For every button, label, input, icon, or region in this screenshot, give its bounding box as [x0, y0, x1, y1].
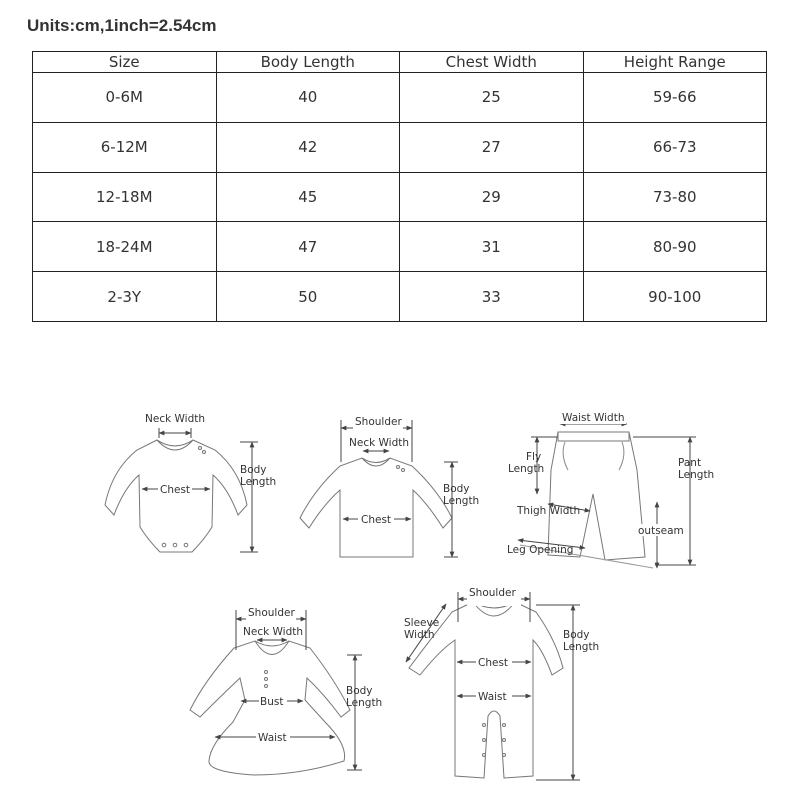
cell-chest-width: 27: [400, 122, 584, 172]
cell-chest-width: 33: [400, 272, 584, 322]
cell-size: 12-18M: [33, 172, 217, 222]
label-romper-body: Body: [563, 629, 590, 641]
label-shirt-body: Body: [443, 483, 470, 495]
cell-size: 0-6M: [33, 73, 217, 123]
table-row: [33, 73, 767, 123]
label-pants-pant: Pant: [678, 457, 702, 469]
cell-body-length: 45: [216, 172, 400, 222]
romper-diagram: [404, 587, 599, 780]
header-size: Size: [33, 52, 217, 73]
label-pants-pant-length: Length: [678, 469, 715, 481]
cell-size: 18-24M: [33, 222, 217, 272]
cell-chest-width: 25: [400, 73, 584, 123]
label-romper-chest: Chest: [478, 657, 509, 669]
label-shirt-chest: Chest: [361, 514, 392, 526]
cell-chest-width: 31: [400, 222, 584, 272]
label-dress-length: Length: [346, 697, 383, 709]
dress-diagram: [190, 607, 382, 775]
table-header-row: [33, 52, 767, 73]
table-row: [33, 222, 767, 272]
label-bodysuit-neck-width: Neck Width: [145, 413, 206, 425]
label-pants-waist-width: Waist Width: [562, 412, 625, 424]
label-romper-waist: Waist: [478, 691, 507, 703]
cell-body-length: 47: [216, 222, 400, 272]
cell-body-length: 42: [216, 122, 400, 172]
label-bodysuit-body: Body: [240, 464, 267, 476]
label-pants-outseam: outseam: [638, 525, 684, 537]
label-dress-waist: Waist: [258, 732, 287, 744]
header-body-length: Body Length: [216, 52, 400, 73]
cell-height-range: 80-90: [583, 222, 767, 272]
cell-size: 2-3Y: [33, 272, 217, 322]
units-note: Units:cm,1inch=2.54cm: [27, 16, 217, 35]
size-chart-table: [32, 51, 767, 322]
label-shirt-neck-width: Neck Width: [349, 437, 410, 449]
table-row: [33, 272, 767, 322]
label-dress-bust: Bust: [260, 696, 284, 708]
label-bodysuit-length: Length: [240, 476, 277, 488]
table-row: [33, 172, 767, 222]
cell-height-range: 90-100: [583, 272, 767, 322]
label-bodysuit-chest: Chest: [160, 484, 191, 496]
label-shirt-length: Length: [443, 495, 480, 507]
cell-height-range: 66-73: [583, 122, 767, 172]
label-dress-body: Body: [346, 685, 373, 697]
label-shirt-shoulder: Shoulder: [355, 416, 402, 428]
header-height-range: Height Range: [583, 52, 767, 73]
cell-body-length: 40: [216, 73, 400, 123]
label-romper-shoulder: Shoulder: [469, 587, 516, 599]
cell-size: 6-12M: [33, 122, 217, 172]
cell-height-range: 73-80: [583, 172, 767, 222]
pants-diagram: [507, 412, 714, 568]
bodysuit-diagram: [105, 413, 276, 552]
label-dress-neck-width: Neck Width: [243, 626, 304, 638]
label-pants-leg-opening: Leg Opening: [507, 544, 574, 556]
label-pants-thigh-width: Thigh Width: [517, 505, 581, 517]
label-pants-fly: Fly: [526, 451, 542, 463]
label-romper-length: Length: [563, 641, 600, 653]
label-romper-sleeve: Sleeve: [404, 617, 440, 629]
cell-body-length: 50: [216, 272, 400, 322]
header-chest-width: Chest Width: [400, 52, 584, 73]
cell-chest-width: 29: [400, 172, 584, 222]
shirt-diagram: [300, 416, 479, 557]
label-romper-sleeve-width: Width: [404, 629, 435, 641]
label-pants-fly-length: Length: [508, 463, 545, 475]
measurement-diagrams: [0, 400, 800, 790]
label-dress-shoulder: Shoulder: [248, 607, 295, 619]
cell-height-range: 59-66: [583, 73, 767, 123]
table-row: [33, 122, 767, 172]
